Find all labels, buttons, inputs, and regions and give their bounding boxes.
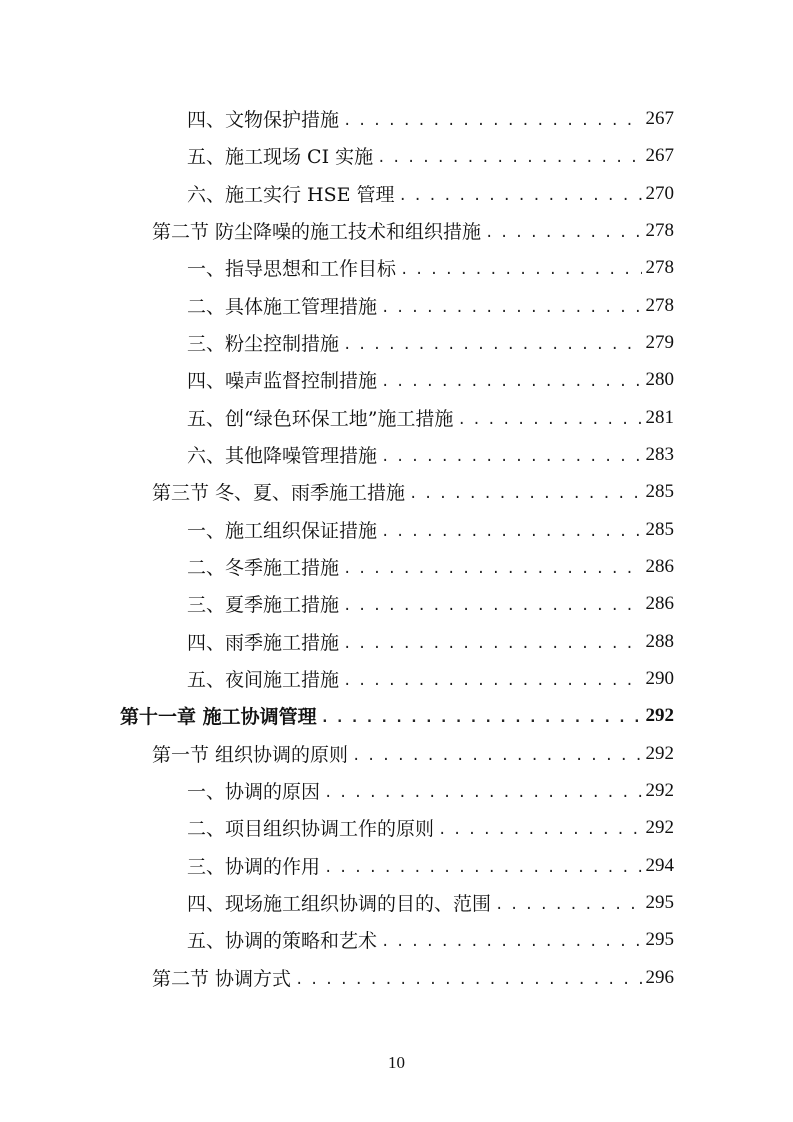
leader-dots — [352, 744, 641, 764]
toc-title: 四、文物保护措施 — [187, 109, 340, 131]
toc-entry[interactable] — [187, 399, 674, 436]
toc-entry[interactable] — [187, 585, 674, 622]
toc-entry[interactable] — [187, 287, 674, 324]
toc-title: 二、冬季施工措施 — [187, 557, 340, 579]
toc-entry[interactable] — [187, 921, 674, 958]
toc-entry[interactable] — [187, 511, 674, 548]
toc-page: 295 — [645, 891, 674, 913]
toc-entry[interactable] — [187, 809, 674, 846]
toc-page: 286 — [645, 592, 674, 614]
toc-page: 285 — [645, 518, 674, 540]
toc-entry[interactable] — [187, 772, 674, 809]
leader-dots — [324, 781, 641, 801]
toc-entry[interactable] — [187, 137, 674, 174]
leader-dots — [343, 333, 641, 353]
toc-entry[interactable] — [152, 473, 674, 510]
toc-title: 一、协调的原因 — [187, 781, 321, 803]
toc-page: 292 — [645, 816, 674, 838]
leader-dots — [409, 482, 641, 502]
leader-dots — [343, 669, 641, 689]
leader-dots — [399, 184, 642, 204]
leader-dots — [381, 445, 641, 465]
toc-page: 270 — [645, 182, 674, 204]
toc-page: 290 — [645, 667, 674, 689]
leader-dots — [321, 706, 642, 726]
toc-entry[interactable] — [187, 847, 674, 884]
leader-dots — [381, 370, 641, 390]
toc-page: 278 — [645, 219, 674, 241]
toc-page: 286 — [645, 555, 674, 577]
leader-dots — [343, 594, 641, 614]
toc-page: 267 — [645, 107, 674, 129]
toc-entry[interactable] — [152, 212, 674, 249]
toc-title: 五、夜间施工措施 — [187, 669, 340, 691]
toc-title: 三、粉尘控制措施 — [187, 333, 340, 355]
leader-dots — [343, 632, 641, 652]
toc-title: 第一节 组织协调的原则 — [152, 744, 349, 766]
toc-title: 第二节 协调方式 — [152, 968, 292, 990]
toc-title: 一、指导思想和工作目标 — [187, 258, 397, 280]
toc-page: 279 — [645, 331, 674, 353]
toc-title: 四、现场施工组织协调的目的、范围 — [187, 893, 492, 915]
toc-entry[interactable] — [187, 100, 674, 137]
toc-entry[interactable] — [187, 324, 674, 361]
toc-title: 五、创“绿色环保工地”施工措施 — [187, 408, 454, 430]
toc-title: 三、夏季施工措施 — [187, 594, 340, 616]
toc-page: 278 — [645, 294, 674, 316]
toc-page: 292 — [645, 704, 674, 726]
toc-page: 285 — [645, 480, 674, 502]
toc-chapter-entry[interactable] — [120, 697, 674, 734]
toc-title: 二、具体施工管理措施 — [187, 296, 378, 318]
toc-entry[interactable] — [187, 623, 674, 660]
toc-page: 278 — [645, 256, 674, 278]
leader-dots — [495, 893, 641, 913]
toc-entry[interactable] — [187, 436, 674, 473]
toc-title: 四、噪声监督控制措施 — [187, 370, 378, 392]
leader-dots — [324, 856, 641, 876]
toc-title: 六、施工实行 HSE 管理 — [187, 184, 395, 206]
page-number: 10 — [388, 1053, 405, 1072]
leader-dots — [377, 146, 641, 166]
toc-page: 294 — [645, 854, 674, 876]
toc-entry[interactable] — [187, 175, 674, 212]
leader-dots — [485, 221, 641, 241]
leader-dots — [295, 968, 641, 988]
toc-page: 288 — [645, 630, 674, 652]
toc-page: 292 — [645, 742, 674, 764]
toc-entry[interactable] — [187, 361, 674, 398]
toc-page: 295 — [645, 928, 674, 950]
toc-title: 四、雨季施工措施 — [187, 632, 340, 654]
toc-page: 296 — [645, 966, 674, 988]
leader-dots — [343, 557, 641, 577]
toc-title: 二、项目组织协调工作的原则 — [187, 818, 435, 840]
toc-page: 280 — [645, 368, 674, 390]
toc-title: 第三节 冬、夏、雨季施工措施 — [152, 482, 406, 504]
toc-title: 六、其他降噪管理措施 — [187, 445, 378, 467]
toc-title: 三、协调的作用 — [187, 856, 321, 878]
toc-entry[interactable] — [187, 548, 674, 585]
leader-dots — [438, 818, 641, 838]
leader-dots — [400, 258, 641, 278]
toc-entry[interactable] — [187, 884, 674, 921]
toc-page: 281 — [645, 406, 674, 428]
toc-page: 283 — [645, 443, 674, 465]
leader-dots — [381, 296, 641, 316]
leader-dots — [457, 408, 641, 428]
toc-title: 一、施工组织保证措施 — [187, 520, 378, 542]
toc-title: 第十一章 施工协调管理 — [120, 706, 317, 728]
toc-page: 267 — [645, 144, 674, 166]
toc-title: 五、施工现场 CI 实施 — [187, 146, 374, 168]
toc-page: 292 — [645, 779, 674, 801]
toc-entry[interactable] — [187, 660, 674, 697]
leader-dots — [343, 109, 641, 129]
toc-entry[interactable] — [152, 959, 674, 996]
toc-title: 第二节 防尘降噪的施工技术和组织措施 — [152, 221, 482, 243]
toc-entry[interactable] — [187, 249, 674, 286]
leader-dots — [381, 930, 641, 950]
toc-title: 五、协调的策略和艺术 — [187, 930, 378, 952]
leader-dots — [381, 520, 641, 540]
toc-entry[interactable] — [152, 735, 674, 772]
